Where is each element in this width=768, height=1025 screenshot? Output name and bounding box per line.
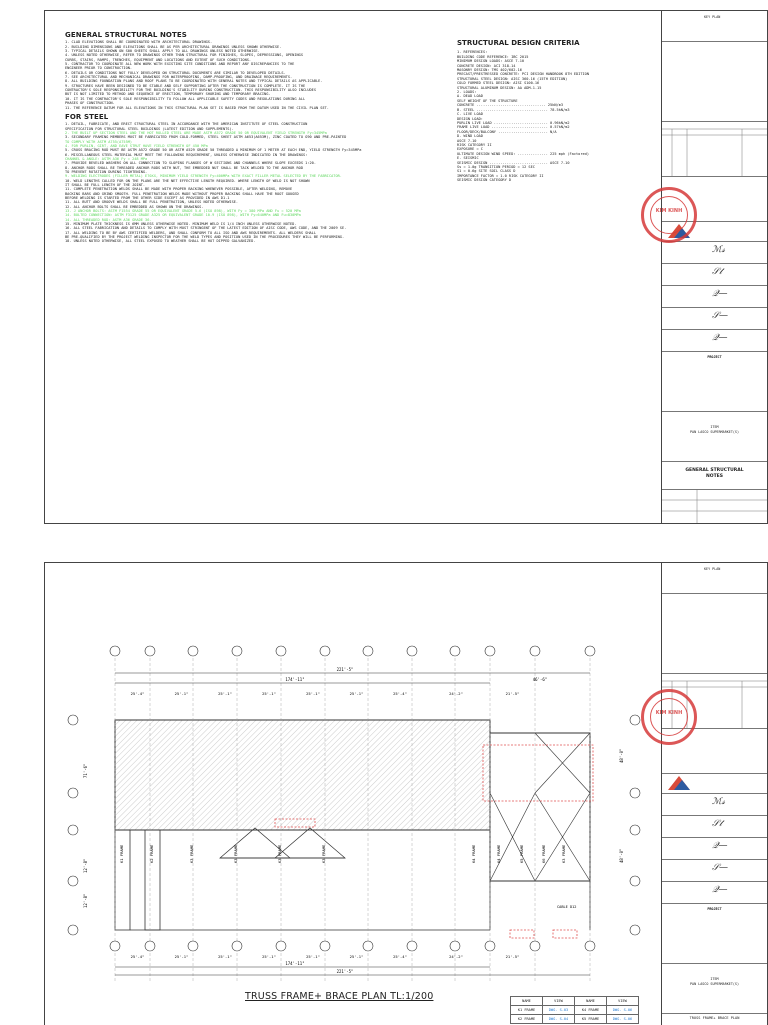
- note-line: STRUCTURAL ALUMINUM DESIGN: AA ADM-1-15: [457, 85, 542, 90]
- frame-label: K1 FRAME: [119, 844, 124, 863]
- note-line: SEISMIC DESIGN ........................... ASCE 7-10: [457, 160, 570, 165]
- bay-dimension: 24'-2": [449, 691, 463, 696]
- bay-dimension: 25'-1": [349, 691, 364, 696]
- note-line: ASCE 7-10: [457, 138, 477, 143]
- bay-dimension: 25'-4": [130, 691, 145, 696]
- note-line: 18. UNLESS NOTED OTHERWISE, ALL STEEL EXPOSED TO WEATHER SHALL BE HOT DIPPED GALVANIZED.: [65, 239, 256, 244]
- frame-label: K3 FRAME: [189, 844, 194, 863]
- signature-4: 𝒮—: [712, 311, 728, 321]
- note-line: BACKING BARS AND GRIND SMOOTH. FULL PENETRATION WELDS MADE WITHOUT PROPER BACKING SHALL HAVE THE ROOT GOUGED: [65, 191, 299, 196]
- company-logo-2: [668, 776, 690, 790]
- note-line: 14. BOLTED CONNECTION: ASTM F3125 GRADE A325 OR EQUIVALENT GRADE 10.9 (ISO 898), WITH Fy=640MPa AND Fu=830MPa: [65, 213, 301, 218]
- item-row: [662, 411, 767, 462]
- bay-dimension: 25'-1": [218, 954, 232, 959]
- signature-2-2: 𝒮𝓉: [712, 819, 723, 829]
- table-row: K2 FRAME DWG. S-04 K5 FRAME DWG. S-06: [511, 1015, 639, 1024]
- drawing-title-line-1: GENERAL STRUCTURAL: [685, 468, 744, 473]
- grid-bubble-row: [68, 715, 78, 725]
- note-line: 15. MINIMUM PLATE THICKNESS IS 6MM UNLESS OTHERWISE NOTED. MINIMUM WELD IS 1/4 INCH UNLESS OTHERWISE NOTED.: [65, 222, 297, 227]
- signature-2: 𝒮𝓉: [712, 267, 723, 277]
- grid-bubble: [276, 646, 286, 656]
- note-line: DESIGN LOAD:: [457, 116, 483, 121]
- steel-notes-list: [65, 122, 475, 244]
- table-header-row: NAME VIEW NAME VIEW: [511, 997, 639, 1006]
- grid-bubble-row: [630, 825, 640, 835]
- frame-labels: [119, 844, 566, 863]
- note-line: MASONRY DESIGN: TMS 402/602-16: [457, 68, 522, 73]
- note-line: 11. THE REFERENCE DATUM FOR ALL ELEVATIONS IN THIS STRUCTURAL PLAN SET IS BASED FROM THE DATUM USED IN THE CIVIL PLAN SET.: [65, 105, 329, 110]
- note-line: 2. LOADS:: [457, 90, 477, 95]
- grid-bubble-row: [630, 788, 640, 798]
- truss-k3-frames: [220, 828, 345, 858]
- note-line: CONCRETE DESIGN: ACI 318-14: [457, 63, 516, 68]
- note-line: 10. IT IS THE CONTRACTOR'S SOLE RESPONSIBILITY TO FOLLOW ALL APPLICABLE SAFETY CODES AND REGULATIONS DURING ALL: [65, 96, 306, 101]
- grid-bubble: [450, 941, 460, 951]
- frame-label: K5 FRAME: [519, 844, 524, 863]
- signature-row-2-3: [662, 837, 767, 860]
- note-line: IMPORTANCE FACTOR = 1.0 RISK CATEGORY II: [457, 173, 544, 178]
- grid-bubble: [188, 646, 198, 656]
- note-line: 7. PROVIDE BEVELED WASHERS ON ALL CONNECTION TO SLOPING FLANGES OF W SECTIONS AND CHANNELS WHERE SLOPE EXCEEDS 1:20.: [65, 161, 316, 166]
- bay-dimension: 25'-1": [174, 691, 189, 696]
- bay-dimension: 25'-1": [306, 954, 320, 959]
- note-line: PURLIN LIVE LOAD ......................... 0.96kN/m2: [457, 120, 570, 125]
- for-steel-title: FOR STEEL: [65, 112, 109, 121]
- bay-dimension: 25'-1": [218, 691, 232, 696]
- note-line: BUT IS NOT LIMITED TO METHOD AND SEQUENCE OF ERECTION, TEMPORARY SHORING AND TEMPORARY BRACING.: [65, 92, 271, 97]
- drawing-title-row-2: [662, 1013, 767, 1025]
- note-line: BE PRE-QUALIFIED BY THE PROJECT WELDING INSPECTOR FOR THE WELD TYPES AND POSITION USED IN THE PROCEDURES THEY WILL BE PERFORMING.: [65, 235, 345, 240]
- cable-label: CABLE D12: [557, 905, 577, 909]
- grid-bubble: [485, 941, 495, 951]
- grid-bubble: [530, 646, 540, 656]
- note-line: MINIMUM DESIGN LOADS: ASCE 7-10: [457, 59, 525, 64]
- note-line: 3. SECONDARY FRAMING MEMBERS MUST BE FABRICATED FROM COLD-FORMED, STEEL SHEET ASTM A653(A653M), ZINC COATED TO G90 AND PRE-PAINTED: [65, 135, 347, 140]
- grid-bubble: [320, 646, 330, 656]
- note-line: 12. ALL ANCHOR BOLTS SHALL BE EMBEDDED AS SHOWN ON THE DRAWINGS.: [65, 204, 204, 209]
- grid-bubble-row: [630, 715, 640, 725]
- note-line: CHANNEL & ANGLE: ASTM A36 Fy = 248 MPa: [65, 156, 148, 161]
- general-notes-list: [65, 40, 475, 110]
- stamp-text: KIM KINH: [655, 208, 683, 214]
- note-line: EXPOSURE = C: [457, 147, 483, 152]
- signature-row-4: [662, 307, 767, 330]
- item-value-2: PAN LASCO SUPERMARKET(S): [690, 982, 739, 986]
- frame-label: K4 FRAME: [496, 844, 501, 863]
- note-line: 14. ALL THREADED ROD: ASTM A36 GRADE 36.: [65, 217, 152, 222]
- note-line: D. WIND LOAD: [457, 134, 483, 139]
- note-line: 1. DETAIL, FABRICATE, AND ERECT STRUCTURAL STEEL IN ACCORDANCE WITH THE AMERICAN INSTITUTE OF STEEL CONSTRUCTION: [65, 122, 308, 127]
- bay-dimension: 21'-5": [505, 954, 520, 959]
- note-line: 5. CROSS BRACING ROD MUST BE ASTM A572 GRADE 50 OR ASTM A529 GRADE 50 THREADED A MINIMUM OF 1 METER AT EACH END, YIELD STRENGTH Fy=345MPa: [65, 148, 362, 153]
- note-line: CONCRETE ................................ 25kN/m3: [457, 103, 564, 108]
- frame-label: K3 FRAME: [321, 844, 326, 863]
- grid-bubble-row: [68, 825, 78, 835]
- project-label-2: PROJECT: [707, 907, 722, 911]
- grid-bubble: [232, 646, 242, 656]
- note-line: 10. WELD LENGTHS CALLED FOR ON THE PLANS ARE THE NET EFFECTIVE LENGTH REQUIRED. WHERE LENGTH OF WELD IS NOT SHOWN: [65, 178, 310, 183]
- note-line: 11. ALL BUTT AND GROOVE WELDS SHALL BE FULL PENETRATION, UNLESS NOTED OTHERWISE.: [65, 200, 239, 205]
- note-line: S1 = 0.6g SITE SOIL CLASS D: [457, 169, 516, 174]
- truss-frame-brace-plan: [45, 563, 662, 1025]
- drawing-sheet-general-notes: [44, 10, 768, 524]
- general-notes-block: [65, 33, 475, 244]
- grid-bubble: [145, 646, 155, 656]
- note-line: 5. CONTRACTOR TO COORDINATE ALL NEW WORK WITH EXISTING SITE CONDITIONS AND REPORT ANY DISCREPANCIES TO THE: [65, 62, 295, 67]
- grid-bubble-row: [68, 925, 78, 935]
- note-line: SELF WEIGHT OF THE STRUCTURE: [457, 98, 518, 103]
- grid-bubble-row: [630, 876, 640, 886]
- bay-dimension: 25'-1": [262, 691, 276, 696]
- note-line: 8. ANCHOR RODS SHALL BE THREADED ANCHOR RODS WITH NUT, THE EMBEDDED NUT SHALL BE TACK WELDED TO THE ANCHOR ROD: [65, 165, 303, 170]
- item-value: PAN LASCO SUPERMARKET(S): [690, 430, 739, 434]
- note-line: A. DEAD LOAD: [457, 94, 483, 99]
- side-dim-right-2: 48'-0": [619, 848, 624, 863]
- note-line: TO PREVENT ROTATION DURING TIGHTENING.: [65, 169, 148, 174]
- note-line: ENGINEER PRIOR TO CONSTRUCTION.: [65, 66, 133, 71]
- note-line: 1. REFERENCES:: [457, 50, 488, 55]
- signature-3: 𝒬—: [712, 289, 728, 299]
- project-row: [662, 351, 767, 412]
- side-dim-left-2: 12'-8": [83, 858, 88, 873]
- note-line: PHASES OF CONSTRUCTION.: [65, 101, 115, 106]
- note-line: 7. SEE ARCHITECTURAL AND MECHANICAL DRAWINGS FOR WATERPROOFING, DAMP-PROOFING, AND DRAINAGE REQUIREMENTS.: [65, 75, 293, 80]
- key-plan-area-2: [662, 593, 767, 674]
- bay-dimension: 25'-4": [130, 954, 145, 959]
- signature-row-2-1: [662, 793, 767, 816]
- frame-label: K4 FRAME: [471, 844, 476, 863]
- side-dim-left: 71'-6": [83, 763, 88, 778]
- grid-bubble: [232, 941, 242, 951]
- drawing-title-2: TRUSS FRAME+ BRACE PLAN: [689, 1016, 740, 1020]
- note-line: STRUCTURAL STEEL DESIGN: AISC 360-16 (15TH EDITION): [457, 76, 568, 81]
- frame-label: K3 FRAME: [277, 844, 282, 863]
- note-line: 13. J ANCHOR BOLTS: ASTM F1554 GRADE 55 OR EQUIVALENT GRADE 5.6 (ISO 898), WITH Fy = 380 MPa AND Fu = 520 MPa: [65, 209, 301, 214]
- side-dim-right: 48'-0": [619, 748, 624, 763]
- grid-bubble: [276, 941, 286, 951]
- bay-dimension: 25'-1": [349, 954, 364, 959]
- grid-bubble: [320, 941, 330, 951]
- grid-bubble-row: [630, 925, 640, 935]
- grid-bubble: [145, 941, 155, 951]
- note-line: 6. MISCELLANEOUS STEEL MATERIAL MUST MEET THE FOLLOWING REQUIREMENT, UNLESS OTHERWISE INDICATED IN THE DRAWINGS:: [65, 152, 308, 157]
- note-line: C. LIVE LOAD: [457, 112, 483, 117]
- note-line: 16. ALL STEEL FABRICATION AND DETAILS TO COMPLY WITH MOST STRINGENT OF THE LATEST EDITION OF AISC CODE, AWS CODE, AND THE 2009 SE.: [65, 226, 347, 231]
- roof-hatched-area: [115, 720, 490, 830]
- grid-bubble: [407, 941, 417, 951]
- drawing-sheet-truss-plan: [44, 562, 768, 1025]
- general-notes-title: GENERAL STRUCTURAL NOTES: [65, 31, 187, 39]
- note-line: B. STEEL ................................. 78.5kN/m3: [457, 107, 570, 112]
- grid-bubble: [585, 646, 595, 656]
- note-line: TO COMPLY WITH ASTM A755(A755M): [65, 139, 133, 144]
- frame-label: K3 FRAME: [561, 844, 566, 863]
- note-line: ULTIMATE DESIGN WIND SPEED: .............. 225 mph (Factored): [457, 151, 589, 156]
- bay-dimension: 25'-1": [306, 691, 320, 696]
- project-label: PROJECT: [707, 355, 722, 359]
- drawing-info-table: [662, 489, 767, 523]
- signature-row-1: [662, 241, 767, 264]
- item-row-2: [662, 963, 767, 1014]
- note-line: Ss = 1.0g TRANSITION PERIOD = 12 SEC: [457, 164, 535, 169]
- grid-bubble: [585, 941, 595, 951]
- note-line: IT SHALL BE FULL LENGTH OF THE JOINT.: [65, 183, 146, 187]
- note-line: FRAME LIVE LOAD .......................... 0.57kN/m2: [457, 125, 570, 130]
- grid-bubble-row: [68, 876, 78, 886]
- grid-bubble: [450, 646, 460, 656]
- cross-bracing: [490, 733, 590, 881]
- grid-bubble: [363, 646, 373, 656]
- overall-dim-right: 46'-6": [532, 677, 548, 682]
- key-plan-area: [662, 41, 767, 122]
- bay-dimension: 24'-2": [449, 954, 463, 959]
- revision-table: [662, 121, 767, 177]
- signature-2-3: 𝒬—: [712, 841, 728, 851]
- item-label: ITEM: [710, 425, 719, 429]
- grid-bubble: [363, 941, 373, 951]
- company-row-2: [662, 773, 767, 794]
- note-line: 2. THE BUILT UP SECTION STEEL AND THE HOT ROLLED STEEL ARE MADE ASTM A572 GRADE 50 OR EQUIVALENT YIELD STRENGTH Fy=345MPa: [65, 130, 327, 135]
- signature-2-4: 𝒮—: [712, 863, 728, 873]
- project-row-2: [662, 903, 767, 964]
- note-line: 4. FOR PURLIN, GIRT, AND EAVE STRUT HAVE YIELD STRENGTH OF 450 MPa: [65, 143, 208, 148]
- design-criteria-list: [457, 50, 657, 182]
- title-block-header-2: KEY PLAN: [662, 563, 767, 594]
- grid-bubble: [110, 941, 120, 951]
- item-label-2: ITEM: [710, 977, 719, 981]
- design-criteria-title: STRUCTURAL DESIGN CRITERIA: [457, 39, 580, 47]
- note-line: FLOOR/DECK/BALCONY ....................... N/A: [457, 129, 557, 134]
- signature-row-5: [662, 329, 767, 352]
- note-line: 2. BUILDING DIMENSIONS AND ELEVATIONS SHALL BE AS PER ARCHITECTURAL DRAWINGS UNLESS SHOWN OTHERWISE.: [65, 44, 282, 49]
- side-dim-left-3: 12'-8": [83, 893, 88, 908]
- title-block-header: KEY PLAN: [662, 11, 767, 42]
- note-line: CONTRACTOR'S SOLE RESPONSIBILITY FOR THE BUILDING'S STABILITY DURING CONSTRUCTION. THIS RESPONSIBILITY ALSO INCLUDES: [65, 88, 316, 93]
- drawing-title-row: [662, 461, 767, 490]
- note-line: E. SEISMIC: [457, 156, 479, 161]
- frame-label: K6 FRAME: [541, 844, 546, 863]
- signature-row-2-5: [662, 881, 767, 904]
- note-line: BEFORE WELDING IS STARTED FROM THE OTHER SIDE EXCEPT AS PROVIDED IN AWS D1.1: [65, 196, 230, 201]
- note-line: 9. WELDING ELECTRODES (FILLER METAL) E70XX, MINIMUM YIELD STRENGTH Fy=400MPa WITH EXACT FILLER METAL SELECTED BY THE FABRICATOR.: [65, 174, 342, 179]
- title-block: [661, 11, 767, 523]
- grid-bubble: [530, 941, 540, 951]
- drawing-title-line-2: NOTES: [706, 474, 723, 479]
- signature-row-2-2: [662, 815, 767, 838]
- note-line: 3. TYPICAL DETAILS SHOWN ON S00 SHEETS SHALL APPLY TO ALL DRAWINGS UNLESS NOTED OTHERWISE.: [65, 49, 260, 54]
- signature-5: 𝒬—: [712, 333, 728, 343]
- design-criteria-block: [457, 41, 657, 183]
- note-line: 6. DETAILS OR CONDITIONS NOT FULLY DEVELOPED ON STRUCTURAL DOCUMENTS ARE SIMILAR TO DEVELOPED DETAILS.: [65, 70, 286, 75]
- grid-bubble: [407, 646, 417, 656]
- right-bay-outline: [490, 733, 590, 881]
- note-line: 9. STRUCTURES HAVE BEEN DESIGNED TO BE STABLE AND SELF SUPPORTING AFTER THE CONSTRUCTION IS COMPLETE. IT IS THE: [65, 83, 306, 88]
- note-line: SEISMIC DESIGN CATEGORY D: [457, 178, 512, 183]
- signature-2-1: ℳ𝓈: [712, 797, 725, 807]
- bay-dimension: 25'-1": [262, 954, 276, 959]
- bay-dimension: 25'-4": [393, 954, 407, 959]
- signature-row-2: [662, 263, 767, 286]
- note-line: SPECIFICATION FOR STRUCTURAL STEEL BUILDINGS (LATEST EDITION AND SUPPLEMENTS).: [65, 126, 234, 131]
- note-line: CURBS, STAIRS, RAMPS, TRENCHES, EQUIPMENT AND LOCATIONS AND EXTENT OF SUCH CONDITIONS.: [65, 57, 252, 62]
- bay-dimension: 25'-1": [174, 954, 189, 959]
- signature-1: ℳ𝓈: [712, 245, 725, 255]
- note-line: PRECAST/PRESTRESSED CONCRETE: PCI DESIGN HANDBOOK 8TH EDITION: [457, 72, 589, 77]
- note-line: RISK CATEGORY II: [457, 142, 492, 147]
- frame-label: K2 FRAME: [149, 844, 154, 863]
- plan-title: TRUSS FRAME+ BRACE PLAN TL:1/200: [245, 991, 434, 1002]
- grid-bubble: [188, 941, 198, 951]
- note-line: 1. CLAD ELEVATIONS SHALL BE COORDINATED WITH ARCHITECTURAL DRAWINGS.: [65, 40, 213, 45]
- company-seal-stamp-2: [641, 689, 697, 745]
- note-line: BUILDING CODE REFERENCE: IBC 2015: [457, 54, 529, 59]
- table-row: K1 FRAME DWG. S-03 K4 FRAME DWG. S-06: [511, 1006, 639, 1015]
- frame-label: K3 FRAME: [233, 844, 238, 863]
- frame-reference-table: [510, 996, 639, 1024]
- grid-bubble: [110, 646, 120, 656]
- overall-dim-mid: 174'-11": [285, 677, 305, 682]
- overall-dim-bottom: 221'-5": [336, 969, 354, 974]
- stamp-text-2: KIM KINH: [655, 710, 683, 716]
- title-block-2: [661, 563, 767, 1025]
- note-line: 4. UNLESS NOTED OTHERWISE, REFER TO DRAWINGS OTHER THAN STRUCTURAL FOR FINISHES, SLOPES, DEPRESSIONS, OPENINGS: [65, 53, 303, 58]
- company-seal-stamp: [641, 187, 697, 243]
- note-line: 8. ALL BUILDING FOUNDATION PLANS AND ROOF PLANS TO BE COORDINATED WITH GENERAL NOTES AND TYPICAL DETAILS AS APPLICABLE.: [65, 79, 323, 84]
- grid-bubble-row: [68, 788, 78, 798]
- note-line: 17. ALL WELDING TO BE BY AWS CERTIFIED WELDERS, AND SHALL CONFORM TO ALL ISO AND AWS REQUIREMENTS. ALL WELDERS SHALL: [65, 230, 316, 235]
- note-line: 11. COMPLETE PENETRATION WELDS SHALL BE MADE WITH PROPER BACKING WHENEVER POSSIBLE, AFTER WELDING, REMOVE: [65, 187, 293, 192]
- bay-dimension: 25'-4": [393, 691, 407, 696]
- signature-2-5: 𝒬—: [712, 885, 728, 895]
- overall-dim-bottom-mid: 174'-11": [285, 961, 305, 966]
- overall-dim-top: 221'-5": [336, 667, 354, 672]
- signature-row-3: [662, 285, 767, 308]
- note-line: COLD FORMED STEEL DESIGN: AISI S100-16: [457, 81, 540, 86]
- signature-row-2-4: [662, 859, 767, 882]
- bay-dimension: 21'-5": [505, 691, 520, 696]
- grid-bubble: [485, 646, 495, 656]
